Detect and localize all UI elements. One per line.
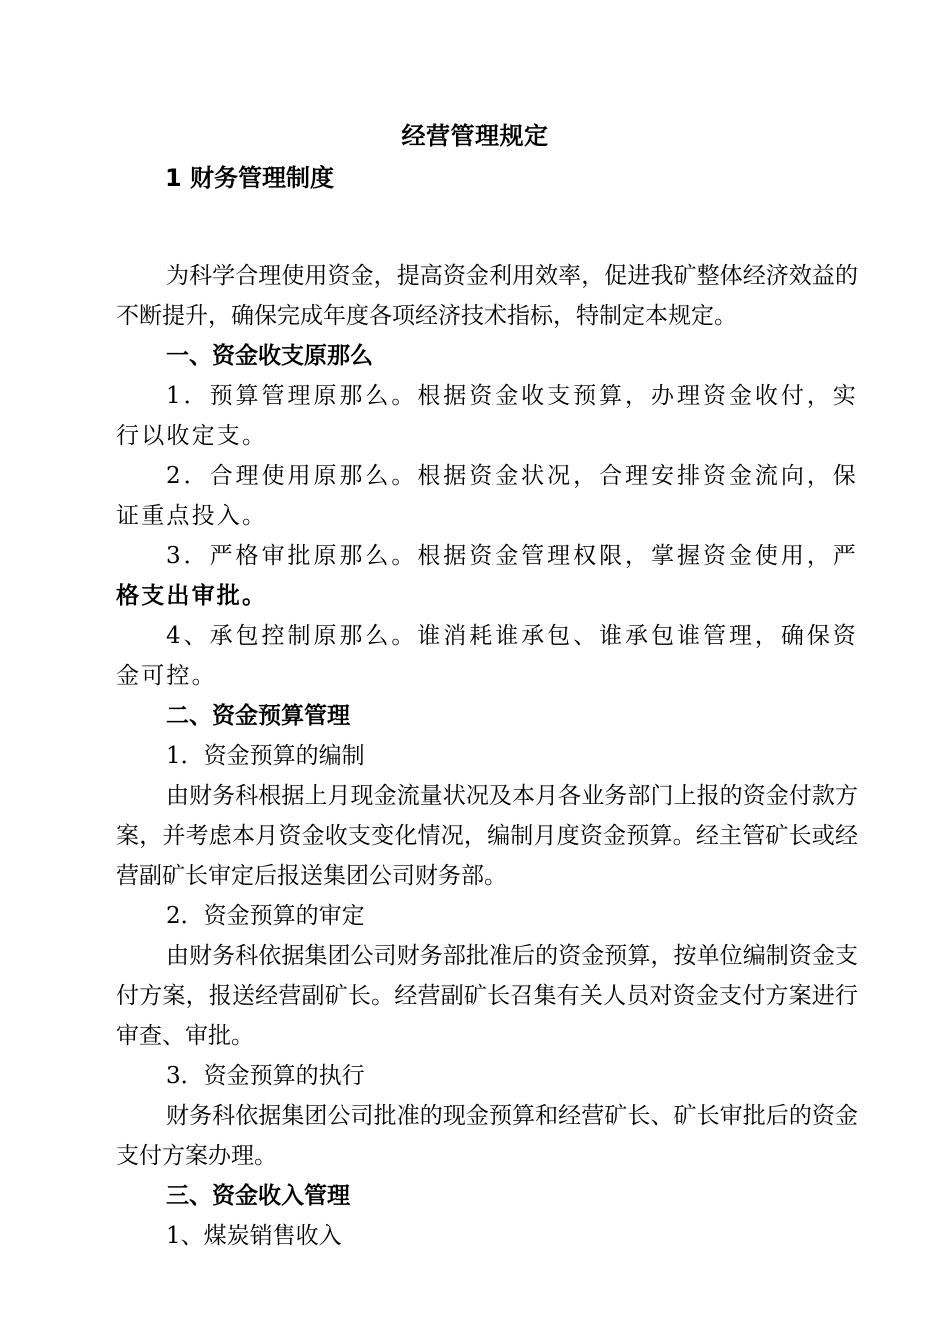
section2-sub3-text: 财务科依据集团公司批准的现金预算和经营矿长、矿长审批后的资金支付方案办理。 (116, 1103, 858, 1169)
intro-paragraph: 为科学合理使用资金，提高资金利用效率，促进我矿整体经济效益的不断提升，确保完成年度各项经济技术指标，特制定本规定。 (116, 263, 858, 329)
section-heading-2: 二、资金预算管理 (166, 703, 350, 729)
section2-sub2-text: 由财务科依据集团公司财务部批准后的资金预算，按单位编制资金支付方案，报送经营副矿长。经营副矿长召集有关人员对资金支付方案进行审查、审批。 (116, 943, 858, 1049)
section3-sub1-title: 1、煤炭销售收入 (166, 1223, 342, 1249)
chapter-heading: 1 财务管理制度 (165, 164, 335, 192)
section1-item-1: 1．预算管理原那么。根据资金收支预算，办理资金收付，实行以收定支。 (116, 383, 858, 449)
section2-sub3-title: 3．资金预算的执行 (166, 1063, 365, 1089)
section1-item-3-text: 3．严格审批原那么。根据资金管理权限，掌握资金使用，严 (166, 543, 858, 569)
document-body (116, 256, 858, 1256)
document-title: 经营管理规定 (401, 122, 549, 150)
section-heading-3: 三、资金收入管理 (166, 1183, 350, 1209)
section2-sub1-text: 由财务科根据上月现金流量状况及本月各业务部门上报的资金付款方案，并考虑本月资金收支变化情况，编制月度资金预算。经主管矿长或经营副矿长审定后报送集团公司财务部。 (116, 783, 858, 889)
section-heading-1: 一、资金收支原那么 (166, 343, 373, 369)
section2-sub1-title: 1．资金预算的编制 (166, 743, 365, 769)
section1-item-4: 4、承包控制原那么。谁消耗谁承包、谁承包谁管理，确保资金可控。 (116, 623, 858, 689)
section1-item-3 (116, 536, 858, 616)
section1-item-2: 2．合理使用原那么。根据资金状况，合理安排资金流向，保证重点投入。 (116, 463, 858, 529)
section1-item-3-bold: 格支出审批。 (116, 583, 268, 609)
section2-sub2-title: 2．资金预算的审定 (166, 903, 365, 929)
